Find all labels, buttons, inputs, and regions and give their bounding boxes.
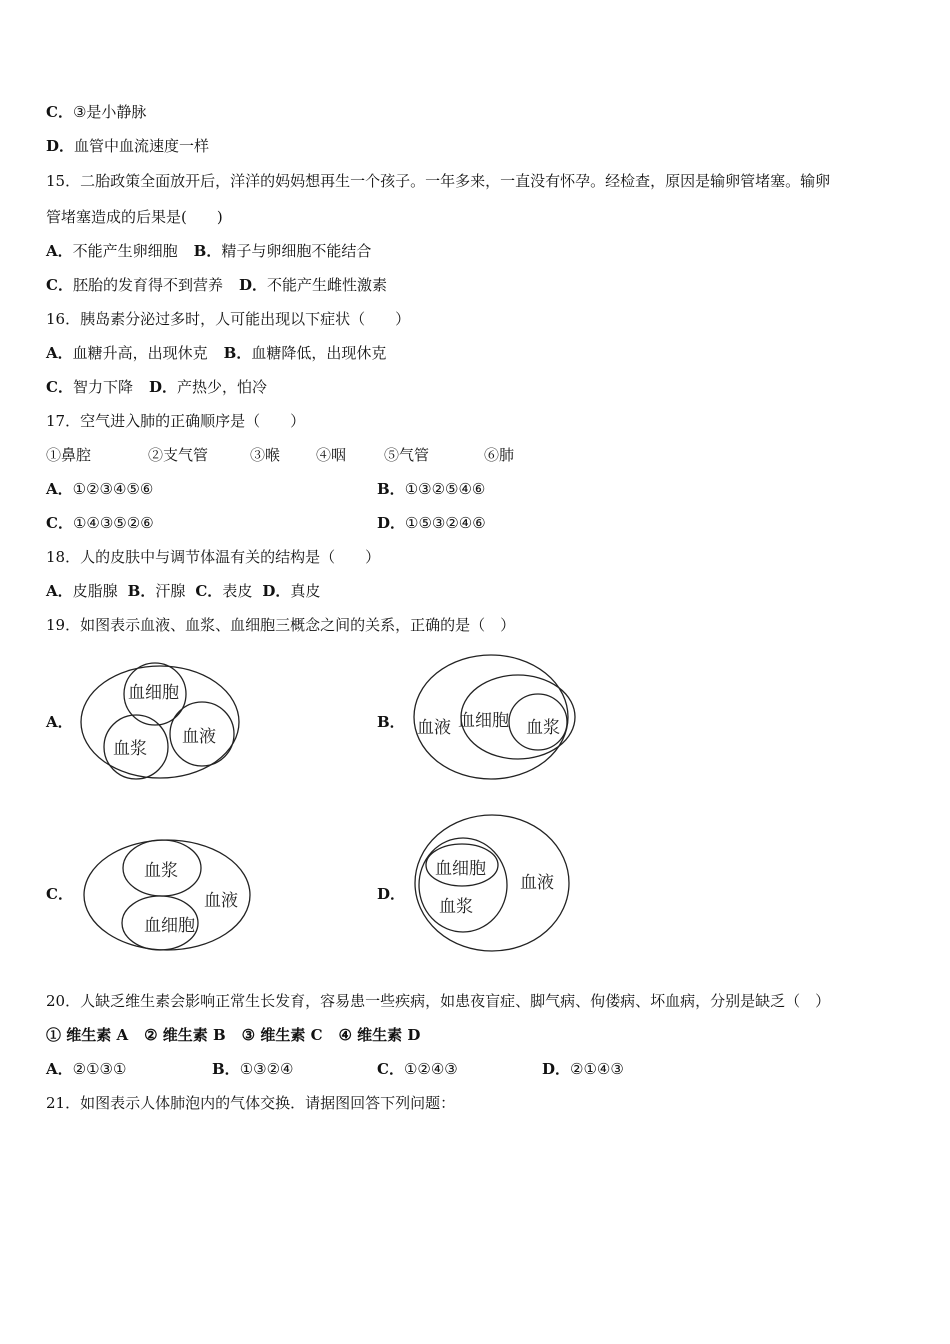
q19-option-c-label: C． [46, 885, 73, 903]
q17-option-c: C．①④③⑤②⑥ [46, 514, 154, 532]
q15-options-cd: C．胚胎的发育得不到营养 D．不能产生雌性激素 [46, 276, 387, 294]
venn-label-blood-cells: 血细胞 [128, 683, 179, 703]
q20-option-c: C．①②④③ [377, 1060, 458, 1078]
q18-stem: 18．人的皮肤中与调节体温有关的结构是（ ） [46, 548, 381, 566]
q17-item: ⑥肺 [484, 446, 515, 464]
q17-item: ③喉 [250, 446, 281, 464]
q17-item: ⑤气管 [384, 446, 430, 464]
q19-stem: 19．如图表示血液、血浆、血细胞三概念之间的关系，正确的是（ ） [46, 616, 516, 634]
venn-label-plasma: 血浆 [439, 897, 473, 917]
venn-label-blood-cells: 血细胞 [435, 859, 486, 879]
venn-label-plasma: 血浆 [526, 718, 560, 738]
venn-middle-ellipse [419, 838, 507, 932]
q14-option-c: C．③是小静脉 [46, 103, 147, 121]
q17-option-a: A．①②③④⑤⑥ [46, 480, 154, 498]
venn-label-blood: 血液 [520, 873, 554, 893]
venn-label-blood: 血液 [417, 718, 451, 738]
q14-option-d: D．血管中血流速度一样 [46, 137, 210, 155]
q20-stem: 20．人缺乏维生素会影响正常生长发育，容易患一些疾病，如患夜盲症、脚气病、佝偻病、坏血病，分别是缺乏（ ） [46, 992, 831, 1010]
q19-option-d-label: D． [377, 885, 406, 903]
q16-options-ab: A．血糖升高，出现休克 B．血糖降低，出现休克 [46, 344, 387, 362]
venn-label-blood: 血液 [182, 727, 216, 747]
q17-item: ④咽 [316, 446, 347, 464]
q20-option-b: B．①③②④ [212, 1060, 294, 1078]
q15-stem-line2: 管堵塞造成的后果是( ) [46, 208, 223, 226]
q18-options: A．皮脂腺 B．汗腺 C．表皮 D．真皮 [46, 582, 321, 600]
venn-label-plasma: 血浆 [113, 739, 147, 759]
q19-venn-diagram-d [413, 812, 573, 954]
venn-label-blood: 血液 [204, 891, 238, 911]
q20-items: ① 维生素 A ② 维生素 B ③ 维生素 C ④ 维生素 D [46, 1026, 421, 1044]
q17-option-d: D．①⑤③②④⑥ [377, 514, 486, 532]
venn-label-blood-cells: 血细胞 [144, 916, 195, 936]
q20-option-d: D．②①④③ [542, 1060, 624, 1078]
q15-options-ab: A．不能产生卵细胞 B．精子与卵细胞不能结合 [46, 242, 372, 260]
q17-stem: 17．空气进入肺的正确顺序是（ ） [46, 412, 306, 430]
q19-venn-diagram-b [412, 653, 572, 783]
q20-option-a: A．②①③① [46, 1060, 127, 1078]
q17-option-b: B．①③②⑤④⑥ [377, 480, 486, 498]
q19-option-a-label: A． [46, 713, 73, 731]
venn-label-blood-cells: 血细胞 [458, 711, 509, 731]
venn-label-plasma: 血浆 [144, 861, 178, 881]
q17-item: ①鼻腔 [46, 446, 92, 464]
q19-venn-diagram-c [82, 836, 254, 956]
q21-stem: 21．如图表示人体肺泡内的气体交换．请据图回答下列问题： [46, 1094, 456, 1112]
q17-item: ②支气管 [148, 446, 209, 464]
q15-stem-line1: 15．二胎政策全面放开后，洋洋的妈妈想再生一个孩子。一年多来，一直没有怀孕。经检查，原因是输卵管堵塞。输卵 [46, 172, 831, 190]
q16-stem: 16．胰岛素分泌过多时，人可能出现以下症状（ ） [46, 310, 411, 328]
q19-option-b-label: B． [377, 713, 405, 731]
q16-options-cd: C．智力下降 D．产热少，怕冷 [46, 378, 267, 396]
q19-venn-diagram-a [78, 662, 243, 782]
